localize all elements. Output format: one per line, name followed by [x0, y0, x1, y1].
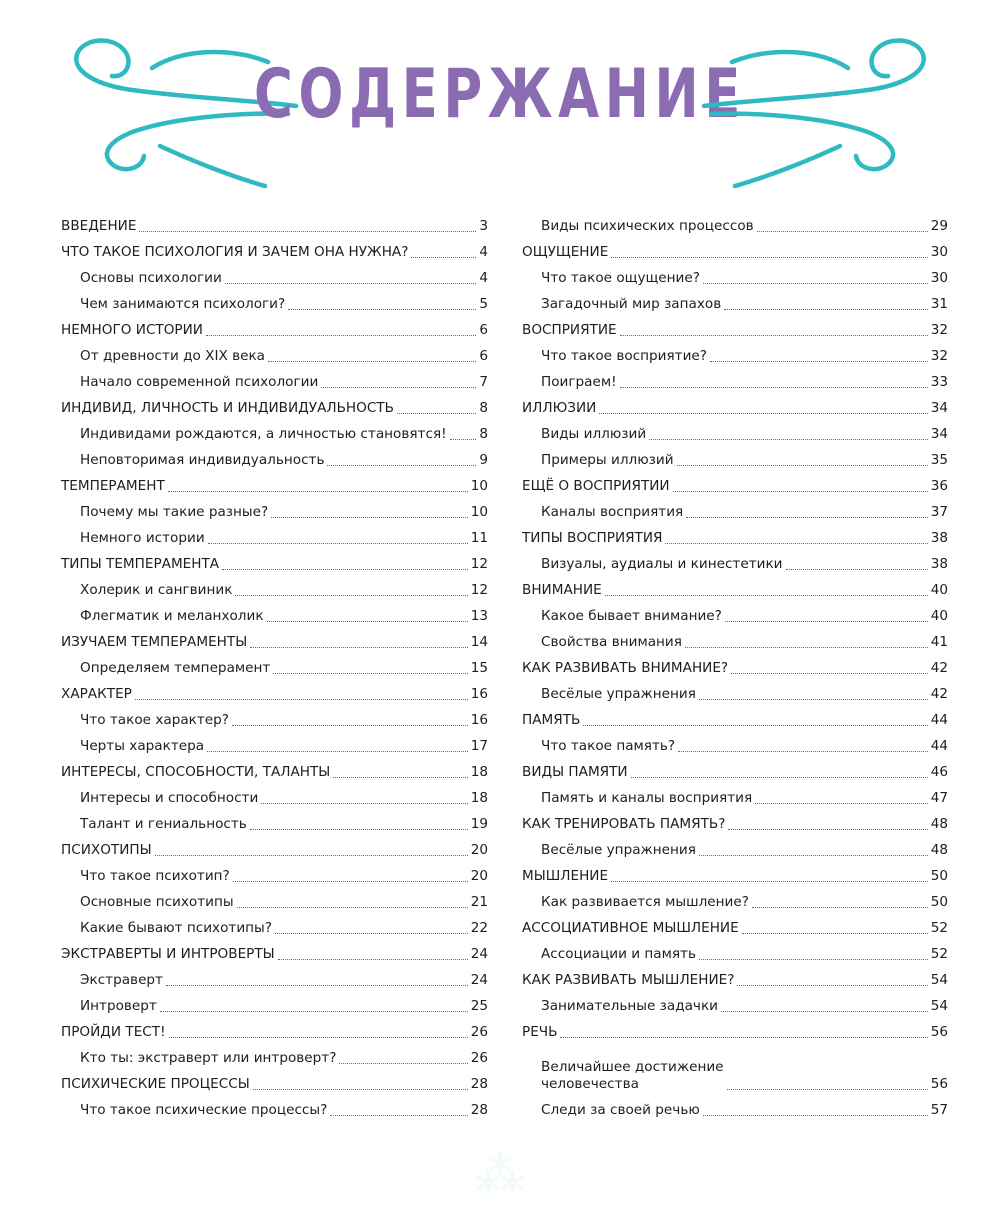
dot-leader [620, 387, 928, 388]
dot-leader [273, 673, 467, 674]
dot-leader [160, 1011, 468, 1012]
toc-section-entry[interactable] [61, 317, 488, 343]
toc-subsection-entry[interactable] [61, 525, 488, 551]
dot-leader [268, 361, 476, 362]
toc-entry-title: Интроверт [80, 998, 157, 1014]
toc-entry-title: ПСИХОТИПЫ [61, 842, 152, 858]
toc-entry-title: Поиграем! [541, 374, 617, 390]
toc-subsection-entry[interactable] [522, 421, 948, 447]
dot-leader [699, 855, 928, 856]
toc-entry-page: 42 [930, 660, 948, 676]
dot-leader [208, 543, 468, 544]
dot-leader [267, 621, 468, 622]
dot-leader [728, 829, 927, 830]
toc-entry-title: ТИПЫ ВОСПРИЯТИЯ [522, 530, 663, 546]
toc-subsection-entry[interactable] [61, 291, 488, 317]
toc-entry-page: 32 [930, 322, 948, 338]
toc-entry-title: Экстраверт [80, 972, 163, 988]
toc-entry-page: 3 [479, 218, 488, 234]
dot-leader [703, 1115, 928, 1116]
dot-leader [611, 881, 928, 882]
toc-entry-page: 56 [930, 1076, 948, 1092]
toc-entry-title: Талант и гениальность [80, 816, 247, 832]
toc-entry-page: 24 [470, 946, 488, 962]
dot-leader [207, 751, 468, 752]
toc-section-entry[interactable] [522, 525, 948, 551]
toc-subsection-entry[interactable] [522, 265, 948, 291]
toc-entry-page: 20 [470, 842, 488, 858]
toc-subsection-entry[interactable] [61, 1045, 488, 1071]
toc-entry-title: Какое бывает внимание? [541, 608, 722, 624]
toc-entry-title: Виды психических процессов [541, 218, 754, 234]
dot-leader [731, 673, 928, 674]
toc-entry-title: ИНДИВИД, ЛИЧНОСТЬ И ИНДИВИДУАЛЬНОСТЬ [61, 400, 394, 416]
toc-entry-page: 21 [470, 894, 488, 910]
dot-leader [583, 725, 927, 726]
toc-entry-title: Память и каналы восприятия [541, 790, 753, 806]
toc-entry-title: Весёлые упражнения [541, 842, 696, 858]
toc-entry-page: 30 [930, 244, 948, 260]
toc-entry-title: Кто ты: экстраверт или интроверт? [80, 1050, 337, 1066]
toc-subsection-entry[interactable] [61, 915, 488, 941]
toc-entry-title: ЕЩЁ О ВОСПРИЯТИИ [522, 478, 670, 494]
dot-leader [737, 985, 927, 986]
toc-section-entry[interactable] [61, 1071, 488, 1097]
toc-entry-page: 38 [930, 530, 948, 546]
dot-leader [699, 699, 928, 700]
dot-leader [611, 257, 927, 258]
toc-entry-page: 24 [470, 972, 488, 988]
toc-entry-page: 14 [470, 634, 488, 650]
dot-leader [397, 413, 476, 414]
toc-subsection-entry[interactable] [522, 603, 948, 629]
toc-entry-title: ПСИХИЧЕСКИЕ ПРОЦЕССЫ [61, 1076, 250, 1092]
dot-leader [155, 855, 468, 856]
dot-leader [725, 621, 928, 622]
toc-entry-title: Основные психотипы [80, 894, 234, 910]
toc-subsection-entry[interactable] [61, 447, 488, 473]
toc-entry-title: ПАМЯТЬ [522, 712, 581, 728]
dot-leader [330, 1115, 467, 1116]
toc-entry-page: 48 [930, 842, 948, 858]
toc-entry-title: Интересы и способности [80, 790, 259, 806]
dot-leader [724, 309, 927, 310]
toc-entry-title: Весёлые упражнения [541, 686, 696, 702]
toc-entry-title: Почему мы такие разные? [80, 504, 269, 520]
toc-entry-title: АССОЦИАТИВНОЕ МЫШЛЕНИЕ [522, 920, 739, 936]
toc-section-entry[interactable] [522, 577, 948, 603]
toc-section-entry[interactable] [61, 1019, 488, 1045]
dot-leader [411, 257, 476, 258]
dot-leader [703, 283, 928, 284]
toc-entry-page: 8 [479, 400, 488, 416]
toc-entry-page: 44 [930, 712, 948, 728]
toc-subsection-entry[interactable] [61, 655, 488, 681]
toc-section-entry[interactable] [522, 811, 948, 837]
toc-section-entry[interactable] [61, 239, 488, 265]
toc-subsection-entry[interactable] [522, 733, 948, 759]
toc-entry-page: 29 [930, 218, 948, 234]
toc-entry-title: ПРОЙДИ ТЕСТ! [61, 1024, 166, 1040]
toc-entry-page: 46 [930, 764, 948, 780]
toc-entry-page: 10 [470, 478, 488, 494]
toc-subsection-entry[interactable] [522, 785, 948, 811]
toc-section-entry[interactable] [522, 707, 948, 733]
dot-leader [677, 465, 928, 466]
dot-leader [721, 1011, 928, 1012]
toc-entry-title: Что такое характер? [80, 712, 230, 728]
dot-leader [620, 335, 928, 336]
toc-entry-page: 16 [470, 686, 488, 702]
toc-section-entry[interactable] [522, 317, 948, 343]
toc-entry-page: 37 [930, 504, 948, 520]
toc-entry-page: 20 [470, 868, 488, 884]
toc-entry-page: 33 [930, 374, 948, 390]
dot-leader [755, 803, 928, 804]
dot-leader [742, 933, 928, 934]
toc-entry-page: 40 [930, 582, 948, 598]
toc-entry-page: 40 [930, 608, 948, 624]
toc-subsection-entry[interactable] [522, 889, 948, 915]
toc-entry-page: 32 [930, 348, 948, 364]
dot-leader [232, 725, 468, 726]
dot-leader [752, 907, 928, 908]
toc-entry-page: 36 [930, 478, 948, 494]
toc-subsection-entry[interactable] [522, 213, 948, 239]
toc-entry-title: Что такое ощущение? [541, 270, 700, 286]
toc-entry-page: 10 [470, 504, 488, 520]
toc-section-entry[interactable] [522, 1019, 948, 1045]
toc-entry-title: ИНТЕРЕСЫ, СПОСОБНОСТИ, ТАЛАНТЫ [61, 764, 331, 780]
dot-leader [225, 283, 477, 284]
toc-entry-page: 34 [930, 426, 948, 442]
toc-entry-title: Величайшее достижение человечества [541, 1059, 724, 1092]
page-number-ghost: ⁂ [475, 1148, 525, 1204]
toc-entry-title: ХАРАКТЕР [61, 686, 132, 702]
dot-leader [649, 439, 928, 440]
dot-leader [605, 595, 928, 596]
page-title: СОДЕРЖАНИЕ [254, 55, 746, 134]
toc-entry-title: ВИДЫ ПАМЯТИ [522, 764, 628, 780]
dot-leader [278, 959, 468, 960]
toc-subsection-entry[interactable] [522, 551, 948, 577]
toc-entry-page: 56 [930, 1024, 948, 1040]
toc-subsection-entry[interactable] [61, 889, 488, 915]
page-header [0, 0, 1000, 205]
dot-leader [271, 517, 467, 518]
toc-left-column [61, 213, 488, 1123]
dot-leader [686, 517, 927, 518]
toc-section-entry[interactable] [61, 395, 488, 421]
toc-section-entry[interactable] [61, 213, 488, 239]
toc-entry-title: Виды иллюзий [541, 426, 647, 442]
toc-entry-page: 19 [470, 816, 488, 832]
swirl-ornament-icon [700, 28, 940, 193]
toc-entry-page: 42 [930, 686, 948, 702]
toc-subsection-entry[interactable] [61, 369, 488, 395]
toc-entry-page: 18 [470, 764, 488, 780]
toc-entry-page: 47 [930, 790, 948, 806]
toc-entry-page: 28 [470, 1102, 488, 1118]
toc-entry-title: Флегматик и меланхолик [80, 608, 264, 624]
dot-leader [135, 699, 468, 700]
toc-subsection-entry[interactable] [522, 629, 948, 655]
dot-leader [678, 751, 928, 752]
toc-section-entry[interactable] [61, 837, 488, 863]
toc-section-entry[interactable] [522, 655, 948, 681]
toc-entry-title: Основы психологии [80, 270, 222, 286]
toc-entry-page: 6 [479, 348, 488, 364]
toc-subsection-entry[interactable] [522, 291, 948, 317]
toc-subsection-entry[interactable] [522, 1045, 948, 1097]
toc-entry-title: Каналы восприятия [541, 504, 684, 520]
dot-leader [757, 231, 928, 232]
toc-subsection-entry[interactable] [522, 993, 948, 1019]
toc-section-entry[interactable] [522, 395, 948, 421]
toc-subsection-entry[interactable] [61, 265, 488, 291]
toc-entry-title: Черты характера [80, 738, 205, 754]
toc-section-entry[interactable] [522, 473, 948, 499]
toc-subsection-entry[interactable] [61, 707, 488, 733]
toc-subsection-entry[interactable] [61, 603, 488, 629]
toc-entry-page: 48 [930, 816, 948, 832]
dot-leader [665, 543, 927, 544]
dot-leader [222, 569, 468, 570]
toc-entry-title: КАК ТРЕНИРОВАТЬ ПАМЯТЬ? [522, 816, 726, 832]
dot-leader [333, 777, 467, 778]
toc-entry-title: КАК РАЗВИВАТЬ МЫШЛЕНИЕ? [522, 972, 735, 988]
toc-section-entry[interactable] [61, 759, 488, 785]
toc-section-entry[interactable] [522, 759, 948, 785]
toc-subsection-entry[interactable] [522, 837, 948, 863]
dot-leader [327, 465, 476, 466]
dot-leader [139, 231, 476, 232]
toc-entry-page: 13 [470, 608, 488, 624]
toc-entry-page: 11 [470, 530, 488, 546]
toc-section-entry[interactable] [522, 239, 948, 265]
toc-entry-title: Определяем темперамент [80, 660, 271, 676]
toc-entry-title: ИЗУЧАЕМ ТЕМПЕРАМЕНТЫ [61, 634, 248, 650]
toc-entry-title: От древности до XIX века [80, 348, 266, 364]
toc-entry-title: Неповторимая индивидуальность [80, 452, 325, 468]
toc-entry-page: 54 [930, 998, 948, 1014]
toc-subsection-entry[interactable] [61, 577, 488, 603]
toc-subsection-entry[interactable] [61, 785, 488, 811]
toc-right-column [522, 213, 948, 1123]
toc-entry-title: ТИПЫ ТЕМПЕРАМЕНТА [61, 556, 220, 572]
toc-section-entry[interactable] [61, 473, 488, 499]
dot-leader [288, 309, 476, 310]
toc-entry-title: Примеры иллюзий [541, 452, 674, 468]
toc-entry-title: Индивидами рождаются, а личностью становятся! [80, 426, 447, 442]
toc-entry-title: Загадочный мир запахов [541, 296, 722, 312]
toc-subsection-entry[interactable] [522, 499, 948, 525]
toc-entry-page: 57 [930, 1102, 948, 1118]
toc-subsection-entry[interactable] [522, 447, 948, 473]
toc-entry-page: 7 [479, 374, 488, 390]
dot-leader [261, 803, 467, 804]
toc-entry-page: 9 [479, 452, 488, 468]
toc-entry-page: 12 [470, 556, 488, 572]
dot-leader [560, 1037, 927, 1038]
toc-subsection-entry[interactable] [61, 993, 488, 1019]
toc-entry-title: Чем занимаются психологи? [80, 296, 286, 312]
toc-section-entry[interactable] [61, 551, 488, 577]
toc-entry-page: 26 [470, 1050, 488, 1066]
toc-entry-title: МЫШЛЕНИЕ [522, 868, 609, 884]
toc-subsection-entry[interactable] [61, 421, 488, 447]
dot-leader [786, 569, 928, 570]
toc-entry-page: 50 [930, 894, 948, 910]
toc-entry-page: 35 [930, 452, 948, 468]
toc-entry-title: Какие бывают психотипы? [80, 920, 272, 936]
toc-entry-title: ЭКСТРАВЕРТЫ И ИНТРОВЕРТЫ [61, 946, 275, 962]
toc-entry-page: 4 [479, 244, 488, 260]
dot-leader [673, 491, 928, 492]
toc-entry-page: 8 [479, 426, 488, 442]
dot-leader [253, 1089, 468, 1090]
toc-subsection-entry[interactable] [522, 369, 948, 395]
dot-leader [599, 413, 927, 414]
toc-entry-page: 28 [470, 1076, 488, 1092]
toc-entry-page: 38 [930, 556, 948, 572]
toc-entry-page: 52 [930, 920, 948, 936]
toc-entry-title: Как развивается мышление? [541, 894, 749, 910]
toc-subsection-entry[interactable] [522, 343, 948, 369]
dot-leader [168, 491, 468, 492]
toc-entry-title: Что такое психические процессы? [80, 1102, 328, 1118]
toc-section-entry[interactable] [61, 629, 488, 655]
toc-section-entry[interactable] [61, 681, 488, 707]
dot-leader [631, 777, 928, 778]
toc-subsection-entry[interactable] [522, 941, 948, 967]
toc-entry-title: Что такое психотип? [80, 868, 230, 884]
toc-entry-title: РЕЧЬ [522, 1024, 558, 1040]
dot-leader [699, 959, 928, 960]
toc-entry-page: 41 [930, 634, 948, 650]
toc-subsection-entry[interactable] [61, 499, 488, 525]
toc-entry-page: 22 [470, 920, 488, 936]
toc-section-entry[interactable] [61, 941, 488, 967]
toc-entry-title: КАК РАЗВИВАТЬ ВНИМАНИЕ? [522, 660, 729, 676]
toc-entry-title: Свойства внимания [541, 634, 682, 650]
toc-entry-title: ОЩУЩЕНИЕ [522, 244, 609, 260]
toc-entry-title: Ассоциации и память [541, 946, 696, 962]
toc-entry-title: ЧТО ТАКОЕ ПСИХОЛОГИЯ И ЗАЧЕМ ОНА НУЖНА? [61, 244, 409, 260]
toc-entry-title: НЕМНОГО ИСТОРИИ [61, 322, 203, 338]
toc-entry-page: 4 [479, 270, 488, 286]
toc-entry-page: 5 [479, 296, 488, 312]
toc-entry-page: 52 [930, 946, 948, 962]
toc-entry-title: ВВЕДЕНИЕ [61, 218, 137, 234]
toc-section-entry[interactable] [522, 967, 948, 993]
toc-subsection-entry[interactable] [61, 863, 488, 889]
toc-entry-title: ВНИМАНИЕ [522, 582, 602, 598]
toc-entry-title: Что такое восприятие? [541, 348, 707, 364]
toc-entry-title: ТЕМПЕРАМЕНТ [61, 478, 165, 494]
dot-leader [710, 361, 928, 362]
toc-entry-title: ВОСПРИЯТИЕ [522, 322, 617, 338]
toc-subsection-entry[interactable] [61, 733, 488, 759]
dot-leader [321, 387, 476, 388]
toc-entry-title: Следи за своей речью [541, 1102, 700, 1118]
toc-entry-page: 25 [470, 998, 488, 1014]
toc-entry-title: Визуалы, аудиалы и кинестетики [541, 556, 783, 572]
toc-subsection-entry[interactable] [61, 811, 488, 837]
dot-leader [235, 595, 467, 596]
toc-entry-page: 26 [470, 1024, 488, 1040]
dot-leader [237, 907, 468, 908]
toc-subsection-entry[interactable] [61, 343, 488, 369]
toc-entry-page: 16 [470, 712, 488, 728]
dot-leader [233, 881, 468, 882]
dot-leader [250, 829, 468, 830]
toc-entry-page: 12 [470, 582, 488, 598]
toc-entry-page: 44 [930, 738, 948, 754]
toc-subsection-entry[interactable] [522, 681, 948, 707]
toc-subsection-entry[interactable] [61, 1097, 488, 1123]
toc-subsection-entry[interactable] [522, 1097, 948, 1123]
dot-leader [169, 1037, 468, 1038]
toc-section-entry[interactable] [522, 915, 948, 941]
dot-leader [727, 1089, 928, 1090]
toc-section-entry[interactable] [522, 863, 948, 889]
toc-entry-title: Начало современной психологии [80, 374, 319, 390]
dot-leader [685, 647, 928, 648]
toc-entry-title: Немного истории [80, 530, 205, 546]
toc-entry-page: 17 [470, 738, 488, 754]
dot-leader [250, 647, 467, 648]
toc-entry-page: 54 [930, 972, 948, 988]
toc-entry-page: 6 [479, 322, 488, 338]
toc-entry-page: 50 [930, 868, 948, 884]
toc-entry-page: 31 [930, 296, 948, 312]
toc-entry-page: 30 [930, 270, 948, 286]
toc-entry-title: Занимательные задачки [541, 998, 719, 1014]
toc-entry-title: ИЛЛЮЗИИ [522, 400, 597, 416]
dot-leader [275, 933, 468, 934]
dot-leader [206, 335, 476, 336]
toc-subsection-entry[interactable] [61, 967, 488, 993]
dot-leader [339, 1063, 467, 1064]
toc-entry-page: 18 [470, 790, 488, 806]
toc-entry-title: Холерик и сангвиник [80, 582, 233, 598]
toc-entry-title: Что такое память? [541, 738, 676, 754]
toc-entry-page: 15 [470, 660, 488, 676]
dot-leader [450, 439, 477, 440]
toc-entry-page: 34 [930, 400, 948, 416]
dot-leader [166, 985, 468, 986]
